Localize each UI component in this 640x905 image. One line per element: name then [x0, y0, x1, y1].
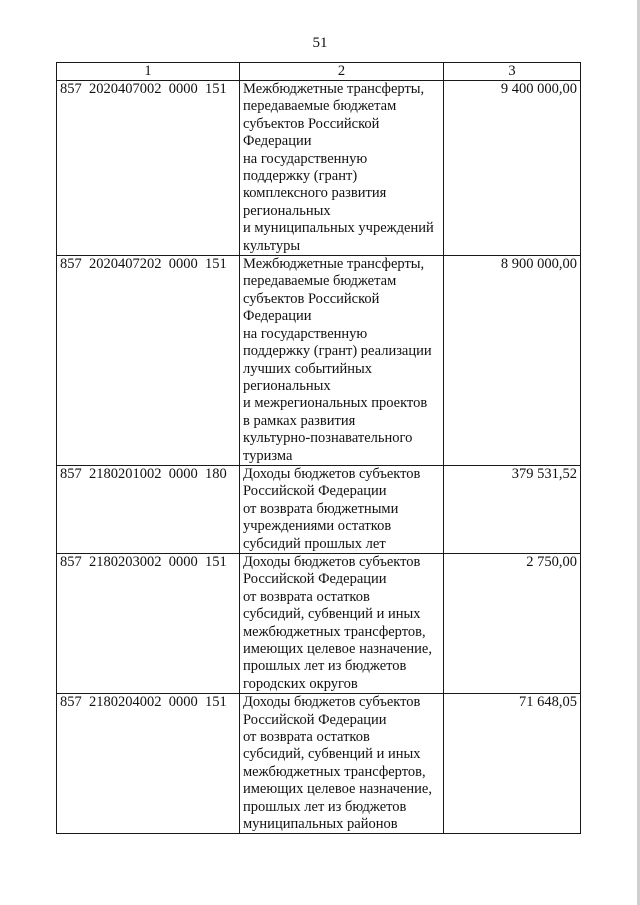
table-row [57, 81, 581, 256]
code-cell: 857 2180204002 0000 151 [57, 694, 240, 834]
description-cell: Доходы бюджетов субъектов Российской Федерации от возврата бюджетными учреждениями остатков субсидий прошлых лет [240, 465, 444, 553]
description-cell: Межбюджетные трансферты, передаваемые бюджетам субъектов Российской Федерации на государственную поддержку (грант) комплексного развития региональных и муниципальных учреждений культуры [240, 81, 444, 256]
code-cell: 857 2180203002 0000 151 [57, 553, 240, 693]
header-col-2: 2 [240, 63, 444, 81]
table-row [57, 465, 581, 553]
table-row [57, 256, 581, 466]
table-row [57, 694, 581, 834]
header-col-1: 1 [57, 63, 240, 81]
code-cell: 857 2020407002 0000 151 [57, 81, 240, 256]
amount-cell: 2 750,00 [444, 553, 581, 693]
description-cell: Межбюджетные трансферты, передаваемые бюджетам субъектов Российской Федерации на государственную поддержку (грант) реализации лучших событийных региональных и межрегиональных проектов в рамках развития культурно-познавательного туризма [240, 256, 444, 466]
amount-cell: 8 900 000,00 [444, 256, 581, 466]
page-number: 51 [312, 35, 328, 51]
budget-table [56, 62, 581, 834]
header-row [57, 63, 581, 81]
header-col-3: 3 [444, 63, 581, 81]
table-row [57, 553, 581, 693]
code-cell: 857 2020407202 0000 151 [57, 256, 240, 466]
amount-cell: 71 648,05 [444, 694, 581, 834]
amount-cell: 9 400 000,00 [444, 81, 581, 256]
description-cell: Доходы бюджетов субъектов Российской Федерации от возврата остатков субсидий, субвенций и иных межбюджетных трансфертов, имеющих целевое назначение, прошлых лет из бюджетов муниципальных районов [240, 694, 444, 834]
description-cell: Доходы бюджетов субъектов Российской Федерации от возврата остатков субсидий, субвенций и иных межбюджетных трансфертов, имеющих целевое назначение, прошлых лет из бюджетов городских округов [240, 553, 444, 693]
code-cell: 857 2180201002 0000 180 [57, 465, 240, 553]
amount-cell: 379 531,52 [444, 465, 581, 553]
